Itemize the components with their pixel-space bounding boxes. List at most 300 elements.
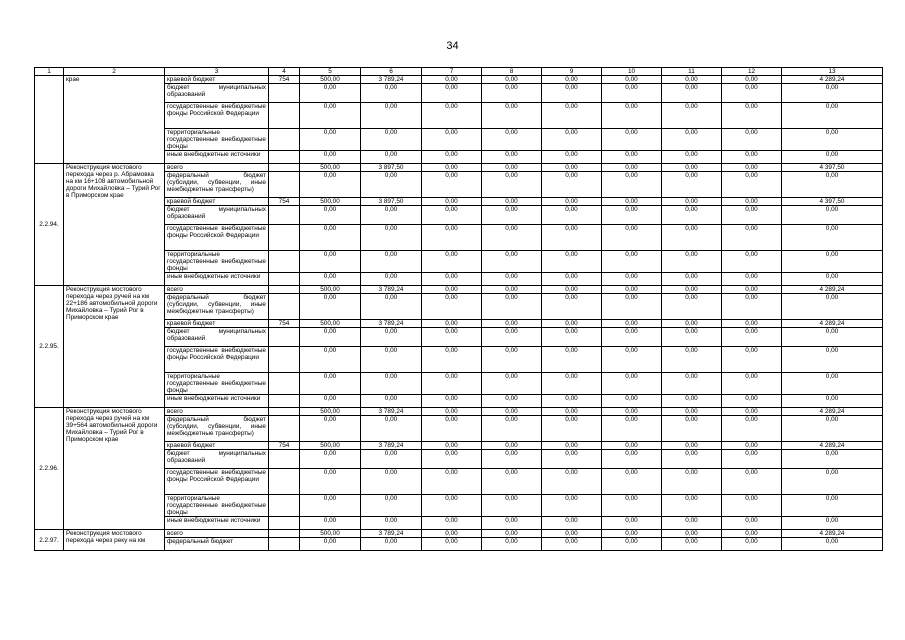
budget-code [269, 103, 300, 129]
year-value: 0,00 [422, 495, 482, 517]
year-value: 0,00 [422, 151, 482, 164]
year-value: 0,00 [482, 206, 542, 225]
year-value: 0,00 [602, 251, 662, 273]
year-value: 0,00 [482, 395, 542, 408]
year-value: 0,00 [662, 129, 722, 151]
year-value: 0,00 [361, 328, 422, 347]
year-value: 0,00 [422, 517, 482, 530]
year-value: 0,00 [300, 273, 361, 286]
year-value: 0,00 [602, 530, 662, 538]
year-value: 500,00 [300, 530, 361, 538]
year-value: 0,00 [422, 206, 482, 225]
year-value: 500,00 [300, 164, 361, 172]
year-value: 0,00 [300, 294, 361, 320]
year-value: 0,00 [662, 206, 722, 225]
total-value: 0,00 [782, 103, 883, 129]
year-value: 0,00 [602, 320, 662, 328]
funding-source: территориальные государственные внебюджетные фонды [165, 373, 269, 395]
total-value: 0,00 [782, 151, 883, 164]
year-value: 0,00 [300, 129, 361, 151]
year-value: 0,00 [602, 206, 662, 225]
year-value: 0,00 [662, 373, 722, 395]
year-value: 0,00 [542, 347, 602, 373]
year-value: 0,00 [300, 151, 361, 164]
total-value: 0,00 [782, 395, 883, 408]
year-value: 0,00 [542, 294, 602, 320]
year-value: 0,00 [361, 294, 422, 320]
year-value: 0,00 [422, 395, 482, 408]
year-value: 0,00 [722, 172, 782, 198]
year-value: 0,00 [602, 164, 662, 172]
year-value: 0,00 [722, 538, 782, 551]
total-value: 4 289,24 [782, 442, 883, 450]
funding-source: иные внебюджетные источники [165, 273, 269, 286]
header-cell: 12 [722, 68, 782, 76]
funding-source: государственные внебюджетные фонды Российской Федерации [165, 225, 269, 251]
year-value: 0,00 [361, 251, 422, 273]
year-value: 0,00 [422, 251, 482, 273]
year-value: 0,00 [361, 273, 422, 286]
year-value: 500,00 [300, 76, 361, 84]
year-value: 0,00 [422, 450, 482, 469]
year-value: 0,00 [422, 320, 482, 328]
funding-source: федеральный бюджет (субсидии, субвенции, иные межбюджетные трансферты) [165, 294, 269, 320]
budget-code [269, 129, 300, 151]
header-cell: 7 [422, 68, 482, 76]
year-value: 0,00 [422, 76, 482, 84]
year-value: 0,00 [542, 408, 602, 416]
year-value: 0,00 [662, 151, 722, 164]
year-value: 0,00 [422, 408, 482, 416]
budget-code [269, 373, 300, 395]
year-value: 0,00 [482, 225, 542, 251]
year-value: 0,00 [662, 286, 722, 294]
year-value: 3 789,24 [361, 530, 422, 538]
year-value: 0,00 [542, 225, 602, 251]
year-value: 0,00 [722, 395, 782, 408]
year-value: 0,00 [602, 442, 662, 450]
funding-source: государственные внебюджетные фонды Российской Федерации [165, 469, 269, 495]
year-value: 0,00 [662, 172, 722, 198]
year-value: 0,00 [482, 286, 542, 294]
year-value: 0,00 [542, 416, 602, 442]
year-value: 0,00 [662, 442, 722, 450]
year-value: 0,00 [542, 320, 602, 328]
section-number [35, 76, 64, 164]
year-value: 0,00 [482, 320, 542, 328]
budget-table [34, 67, 883, 551]
year-value: 0,00 [422, 286, 482, 294]
page-number: 34 [446, 40, 459, 52]
funding-source: государственные внебюджетные фонды Российской Федерации [165, 103, 269, 129]
section-name: Реконструкция мостового перехода через реку на км [64, 530, 165, 551]
year-value: 0,00 [542, 151, 602, 164]
funding-source: всего [165, 286, 269, 294]
year-value: 0,00 [662, 164, 722, 172]
year-value: 0,00 [361, 495, 422, 517]
year-value: 0,00 [422, 469, 482, 495]
year-value: 0,00 [542, 84, 602, 103]
header-cell: 13 [782, 68, 883, 76]
year-value: 0,00 [662, 469, 722, 495]
year-value: 0,00 [300, 84, 361, 103]
budget-code: 754 [269, 76, 300, 84]
year-value: 0,00 [300, 251, 361, 273]
year-value: 0,00 [300, 450, 361, 469]
budget-code [269, 225, 300, 251]
year-value: 500,00 [300, 198, 361, 206]
year-value: 0,00 [361, 225, 422, 251]
year-value: 0,00 [361, 151, 422, 164]
year-value: 0,00 [482, 442, 542, 450]
funding-source: краевой бюджет [165, 76, 269, 84]
year-value: 0,00 [482, 151, 542, 164]
total-value: 0,00 [782, 347, 883, 373]
year-value: 0,00 [361, 206, 422, 225]
year-value: 0,00 [422, 530, 482, 538]
total-value: 0,00 [782, 328, 883, 347]
year-value: 0,00 [662, 294, 722, 320]
year-value: 0,00 [602, 395, 662, 408]
year-value: 0,00 [542, 495, 602, 517]
year-value: 0,00 [602, 328, 662, 347]
total-value: 4 289,24 [782, 76, 883, 84]
funding-source: краевой бюджет [165, 442, 269, 450]
year-value: 0,00 [361, 450, 422, 469]
year-value: 0,00 [422, 294, 482, 320]
year-value: 0,00 [602, 84, 662, 103]
budget-code [269, 416, 300, 442]
year-value: 0,00 [542, 538, 602, 551]
year-value: 0,00 [602, 198, 662, 206]
budget-code [269, 164, 300, 172]
year-value: 0,00 [662, 395, 722, 408]
year-value: 0,00 [602, 347, 662, 373]
year-value: 0,00 [722, 320, 782, 328]
year-value: 0,00 [542, 395, 602, 408]
header-cell: 3 [165, 68, 269, 76]
year-value: 0,00 [542, 328, 602, 347]
year-value: 0,00 [722, 373, 782, 395]
year-value: 0,00 [602, 450, 662, 469]
year-value: 0,00 [422, 164, 482, 172]
year-value: 0,00 [422, 416, 482, 442]
year-value: 0,00 [602, 416, 662, 442]
funding-source: краевой бюджет [165, 320, 269, 328]
header-cell: 8 [482, 68, 542, 76]
year-value: 0,00 [542, 103, 602, 129]
year-value: 0,00 [300, 103, 361, 129]
budget-code [269, 328, 300, 347]
year-value: 0,00 [300, 495, 361, 517]
year-value: 0,00 [482, 164, 542, 172]
funding-source: иные внебюджетные источники [165, 517, 269, 530]
year-value: 0,00 [602, 151, 662, 164]
year-value: 0,00 [602, 225, 662, 251]
total-value: 0,00 [782, 416, 883, 442]
year-value: 0,00 [662, 347, 722, 373]
year-value: 0,00 [722, 206, 782, 225]
year-value: 0,00 [361, 395, 422, 408]
header-cell: 5 [300, 68, 361, 76]
year-value: 0,00 [422, 373, 482, 395]
year-value: 0,00 [662, 251, 722, 273]
header-cell: 10 [602, 68, 662, 76]
year-value: 500,00 [300, 408, 361, 416]
budget-code [269, 517, 300, 530]
year-value: 0,00 [300, 395, 361, 408]
year-value: 0,00 [482, 198, 542, 206]
year-value: 0,00 [722, 151, 782, 164]
total-value: 4 289,24 [782, 408, 883, 416]
budget-code: 754 [269, 320, 300, 328]
year-value: 0,00 [300, 538, 361, 551]
year-value: 0,00 [662, 103, 722, 129]
year-value: 0,00 [602, 408, 662, 416]
total-value: 0,00 [782, 373, 883, 395]
year-value: 0,00 [482, 103, 542, 129]
year-value: 0,00 [361, 103, 422, 129]
year-value: 0,00 [300, 206, 361, 225]
year-value: 0,00 [722, 129, 782, 151]
year-value: 3 897,50 [361, 164, 422, 172]
year-value: 0,00 [422, 198, 482, 206]
year-value: 0,00 [300, 517, 361, 530]
total-value: 0,00 [782, 129, 883, 151]
total-value: 0,00 [782, 450, 883, 469]
year-value: 0,00 [722, 84, 782, 103]
year-value: 0,00 [361, 172, 422, 198]
year-value: 0,00 [482, 273, 542, 286]
year-value: 0,00 [662, 84, 722, 103]
year-value: 3 789,24 [361, 320, 422, 328]
year-value: 500,00 [300, 320, 361, 328]
funding-source: бюджет муниципальных образований [165, 84, 269, 103]
year-value: 0,00 [300, 225, 361, 251]
header-cell: 11 [662, 68, 722, 76]
year-value: 0,00 [482, 373, 542, 395]
year-value: 0,00 [662, 328, 722, 347]
header-cell: 4 [269, 68, 300, 76]
table-row [35, 286, 883, 294]
year-value: 0,00 [482, 172, 542, 198]
year-value: 0,00 [361, 84, 422, 103]
total-value: 0,00 [782, 225, 883, 251]
section-number: 2.2.97. [35, 530, 64, 551]
year-value: 0,00 [662, 320, 722, 328]
funding-source: федеральный бюджет (субсидии, субвенции, иные межбюджетные трансферты) [165, 172, 269, 198]
year-value: 0,00 [300, 373, 361, 395]
year-value: 0,00 [602, 495, 662, 517]
funding-source: иные внебюджетные источники [165, 151, 269, 164]
year-value: 0,00 [602, 517, 662, 530]
year-value: 0,00 [722, 408, 782, 416]
year-value: 0,00 [662, 408, 722, 416]
funding-source: территориальные государственные внебюджетные фонды [165, 129, 269, 151]
funding-source: федеральный бюджет (субсидии, субвенции, иные межбюджетные трансферты) [165, 416, 269, 442]
section-name: Реконструкция мостового перехода через ручей на км 22+186 автомобильной дороги Михайловка – Турий Рог в Приморском крае [64, 286, 165, 408]
year-value: 0,00 [722, 328, 782, 347]
year-value: 0,00 [542, 198, 602, 206]
year-value: 0,00 [482, 517, 542, 530]
budget-code [269, 538, 300, 551]
year-value: 0,00 [602, 172, 662, 198]
year-value: 3 789,24 [361, 442, 422, 450]
year-value: 0,00 [482, 530, 542, 538]
funding-source: краевой бюджет [165, 198, 269, 206]
year-value: 0,00 [542, 251, 602, 273]
total-value: 0,00 [782, 172, 883, 198]
section-number: 2.2.94. [35, 164, 64, 286]
total-value: 0,00 [782, 273, 883, 286]
funding-source: федеральный бюджет [165, 538, 269, 551]
year-value: 0,00 [361, 517, 422, 530]
year-value: 0,00 [602, 538, 662, 551]
total-value: 0,00 [782, 294, 883, 320]
year-value: 0,00 [602, 294, 662, 320]
year-value: 0,00 [482, 328, 542, 347]
year-value: 0,00 [422, 225, 482, 251]
year-value: 0,00 [300, 172, 361, 198]
year-value: 0,00 [422, 84, 482, 103]
total-value: 0,00 [782, 495, 883, 517]
year-value: 0,00 [542, 206, 602, 225]
year-value: 0,00 [361, 538, 422, 551]
year-value: 0,00 [722, 517, 782, 530]
budget-code [269, 206, 300, 225]
funding-source: бюджет муниципальных образований [165, 450, 269, 469]
year-value: 0,00 [422, 129, 482, 151]
section-name: крае [64, 76, 165, 164]
year-value: 0,00 [300, 416, 361, 442]
year-value: 0,00 [482, 294, 542, 320]
year-value: 0,00 [300, 469, 361, 495]
budget-code: 754 [269, 442, 300, 450]
year-value: 0,00 [361, 347, 422, 373]
year-value: 0,00 [422, 273, 482, 286]
funding-source: всего [165, 530, 269, 538]
year-value: 0,00 [482, 469, 542, 495]
year-value: 0,00 [422, 103, 482, 129]
budget-code [269, 273, 300, 286]
year-value: 0,00 [542, 76, 602, 84]
year-value: 0,00 [722, 286, 782, 294]
header-cell: 9 [542, 68, 602, 76]
section-name: Реконструкция мостового перехода через р. Абрамовка на км 16+108 автомобильной дороги Михайловка – Турий Рог в Приморском крае [64, 164, 165, 286]
total-value: 0,00 [782, 469, 883, 495]
year-value: 3 789,24 [361, 76, 422, 84]
budget-code [269, 395, 300, 408]
year-value: 0,00 [482, 416, 542, 442]
budget-code [269, 151, 300, 164]
year-value: 0,00 [542, 469, 602, 495]
year-value: 500,00 [300, 286, 361, 294]
year-value: 0,00 [602, 286, 662, 294]
year-value: 0,00 [722, 530, 782, 538]
year-value: 0,00 [722, 198, 782, 206]
year-value: 0,00 [482, 76, 542, 84]
year-value: 0,00 [662, 273, 722, 286]
budget-code [269, 450, 300, 469]
funding-source: территориальные государственные внебюджетные фонды [165, 251, 269, 273]
year-value: 0,00 [602, 373, 662, 395]
year-value: 0,00 [542, 530, 602, 538]
year-value: 0,00 [482, 251, 542, 273]
total-value: 4 397,50 [782, 198, 883, 206]
table-row [35, 76, 883, 84]
year-value: 0,00 [300, 347, 361, 373]
budget-code [269, 172, 300, 198]
year-value: 0,00 [722, 76, 782, 84]
total-value: 0,00 [782, 84, 883, 103]
year-value: 0,00 [722, 251, 782, 273]
year-value: 0,00 [542, 450, 602, 469]
year-value: 0,00 [722, 495, 782, 517]
year-value: 0,00 [662, 416, 722, 442]
header-cell: 2 [64, 68, 165, 76]
year-value: 0,00 [422, 347, 482, 373]
year-value: 0,00 [722, 469, 782, 495]
year-value: 0,00 [602, 129, 662, 151]
year-value: 0,00 [662, 517, 722, 530]
year-value: 3 789,24 [361, 408, 422, 416]
year-value: 0,00 [662, 538, 722, 551]
total-value: 0,00 [782, 538, 883, 551]
year-value: 0,00 [722, 164, 782, 172]
budget-code [269, 469, 300, 495]
year-value: 0,00 [542, 286, 602, 294]
year-value: 0,00 [482, 347, 542, 373]
year-value: 0,00 [662, 450, 722, 469]
budget-code [269, 251, 300, 273]
year-value: 0,00 [422, 172, 482, 198]
section-number: 2.2.95. [35, 286, 64, 408]
year-value: 0,00 [722, 347, 782, 373]
budget-code [269, 84, 300, 103]
funding-source: бюджет муниципальных образований [165, 328, 269, 347]
year-value: 0,00 [542, 517, 602, 530]
year-value: 3 789,24 [361, 286, 422, 294]
total-value: 4 289,24 [782, 286, 883, 294]
header-row [35, 68, 883, 76]
year-value: 0,00 [602, 103, 662, 129]
budget-code [269, 530, 300, 538]
budget-code [269, 408, 300, 416]
funding-source: иные внебюджетные источники [165, 395, 269, 408]
total-value: 4 289,24 [782, 320, 883, 328]
funding-source: государственные внебюджетные фонды Российской Федерации [165, 347, 269, 373]
header-cell: 6 [361, 68, 422, 76]
table-row [35, 164, 883, 172]
budget-code [269, 286, 300, 294]
year-value: 0,00 [722, 416, 782, 442]
year-value: 0,00 [482, 408, 542, 416]
year-value: 0,00 [722, 442, 782, 450]
year-value: 500,00 [300, 442, 361, 450]
year-value: 0,00 [300, 328, 361, 347]
year-value: 0,00 [361, 469, 422, 495]
section-name: Реконструкция мостового перехода через ручей на км 39+564 автомобильной дороги Михайловка – Турий Рог в Приморском крае [64, 408, 165, 530]
header-cell: 1 [35, 68, 64, 76]
year-value: 0,00 [602, 469, 662, 495]
year-value: 0,00 [422, 328, 482, 347]
year-value: 3 897,50 [361, 198, 422, 206]
year-value: 0,00 [722, 103, 782, 129]
table-row [35, 530, 883, 538]
year-value: 0,00 [361, 373, 422, 395]
year-value: 0,00 [361, 416, 422, 442]
year-value: 0,00 [422, 442, 482, 450]
